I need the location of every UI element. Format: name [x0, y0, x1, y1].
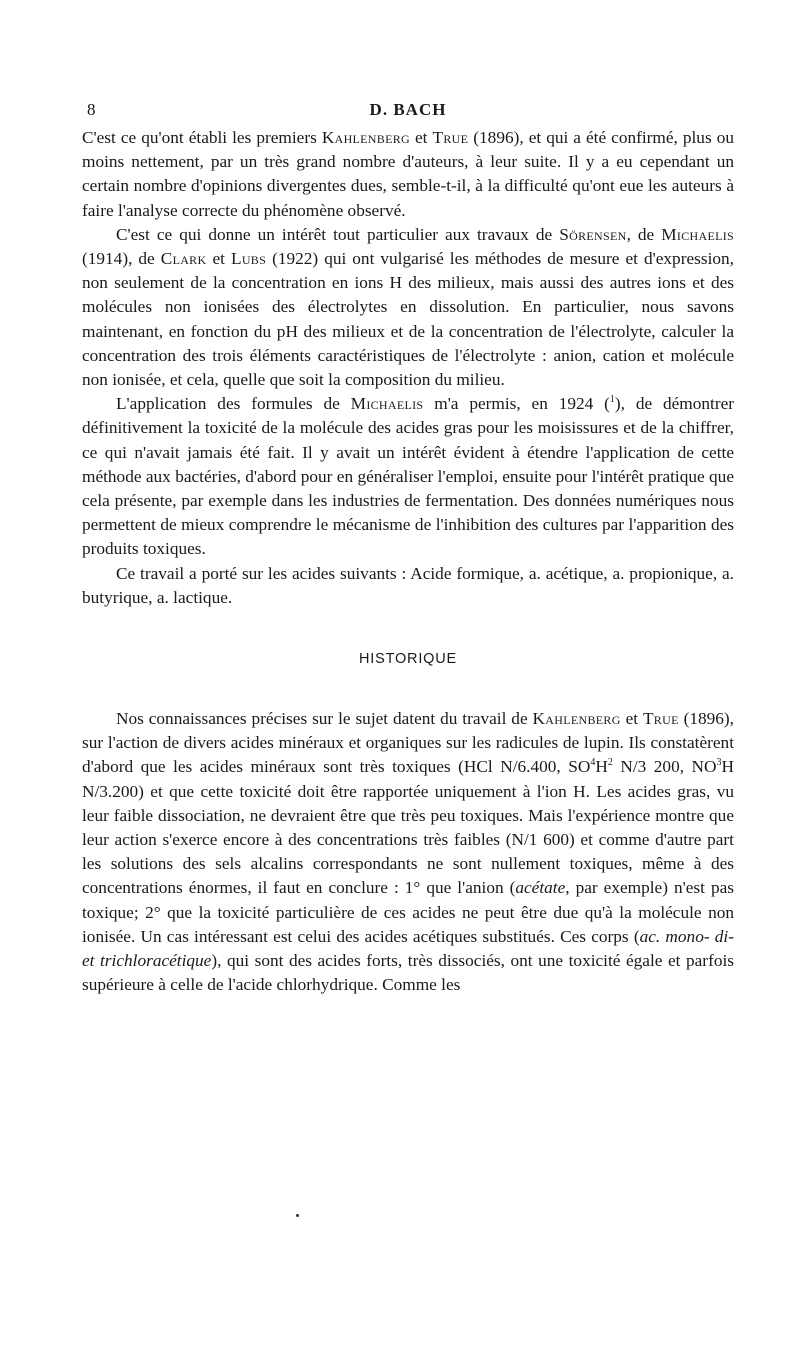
text-run: et — [206, 249, 231, 269]
text-run: , de — [626, 224, 662, 244]
text-run: C'est ce qu'ont établi les premiers — [82, 128, 322, 147]
text-run: H N/3.200) et que cette toxicité doit être rapportée uniquement à l'ion H. Les acides gras, vu leur faible dissociation, ne devraient être que très peu toxiques. Mais l'expérience montre que leur action s'exerce encore à des concentrations très faibles (N/1 600) et comme d'autre part les solutions des sels alcalins correspondants ne sont nullement toxiques, même à des concentrations énormes, il faut en conclure : 1° que l'anion ( — [82, 757, 734, 898]
paragraph — [82, 707, 734, 997]
text-run: Nos connaissances précises sur le sujet datent du travail de — [116, 709, 533, 729]
text-run: (1896), et qui a été confirmé, plus ou moins nettement, par un très grand nombre d'auteurs, à leur suite. Il y a eu cependant un certain nombre d'opinions divergentes dues, semble-t-il, à la difficulté qu'ont eue les auteurs à faire l'analyse correcte du phénomène observé. — [82, 128, 734, 220]
text-run: C'est ce qui donne un intérêt tout particulier aux travaux de — [116, 224, 560, 244]
italic-term: acétate — [515, 878, 566, 898]
text-run: m'a permis, en 1924 ( — [423, 394, 610, 414]
text-run: L'application des formules de — [116, 394, 351, 414]
section-heading: HISTORIQUE — [359, 651, 457, 668]
superscript: 2 — [607, 757, 613, 769]
superscript: 3 — [716, 757, 722, 769]
page-number: 8 — [87, 100, 96, 119]
historique-text — [82, 707, 734, 997]
author-name: Michaelis — [350, 394, 424, 414]
paragraph — [82, 562, 734, 610]
author-name: Clark — [160, 249, 207, 269]
italic-term: ac. mono- di- et trichloracétique — [82, 926, 734, 971]
text-run: (1922) qui ont vulgarisé les méthodes de mesure et d'expression, non seulement de la concentration en ions H des milieux, mais aussi des autres ions et des molécules non ionisées des électrolytes en dissolution. En particulier, nous savons maintenant, en fonction du pH des milieux et de la concentration de l'électrolyte, calculer la concentration des trois éléments caractéristiques de l'électrolyte : anion, cation et molécule non ionisée, et cela, quelle que soit la composition du milieu. — [82, 249, 734, 390]
text-run: ), de démontrer définitivement la toxicité de la molécule des acides gras pour les moisissures et de la chiffrer, ce qui n'avait jamais été fait. Il y avait un intérêt évident à étendre l'application de cette méthode aux bactéries, d'abord pour en généraliser l'emploi, ensuite pour l'intérêt pratique que cela présente, par exemple dans les industries de fermentation. Des données numériques nous permettent de mieux comprendre le mécanisme de l'inhibition des cultures par l'apparition des produits toxiques. — [82, 394, 735, 559]
paragraph — [82, 392, 734, 561]
author-name: True — [642, 709, 679, 729]
running-head — [82, 96, 734, 126]
text-run: ), qui sont des acides forts, très dissociés, ont une toxicité égale et parfois supérieure à celle de l'acide chlorhydrique. Comme les — [82, 951, 734, 995]
author-name: True — [432, 128, 469, 147]
author-name: Lubs — [230, 249, 267, 269]
paragraph — [82, 126, 734, 223]
text-run: , par exemple) n'est pas toxique; 2° que la toxicité particulière de ces acides ne peut être due qu'à la molécule non ionisée. Un cas intéressant est celui des acides acétiques substitués. Ces corps ( — [82, 878, 734, 946]
running-title: D. BACH — [369, 100, 447, 119]
text-run: et — [620, 709, 643, 729]
author-name: Kahlenberg — [532, 709, 621, 729]
text-run: H — [595, 757, 608, 777]
author-name: Michaelis — [661, 224, 734, 244]
superscript: 4 — [590, 757, 596, 769]
text-run: N/3 200, NO — [612, 757, 717, 777]
paragraph — [82, 223, 734, 392]
author-name: Sörensen — [559, 224, 627, 244]
text-run: (1914), de — [82, 249, 161, 269]
text-run: Ce travail a porté sur les acides suivants : Acide formique, a. acétique, a. propionique, a. butyrique, a. lactique. — [82, 563, 734, 607]
decorative-dot — [296, 1214, 299, 1217]
text-run: (1896), sur l'action de divers acides minéraux et organiques sur les radicules de lupin. Ils constatèrent d'abord que les acides minéraux sont très toxiques (HCl N/6.400, SO — [82, 709, 734, 777]
intro-text — [82, 126, 734, 610]
text-run: et — [409, 128, 433, 147]
author-name: Kahlenberg — [321, 128, 410, 147]
page-body — [82, 96, 734, 998]
superscript: 1 — [609, 394, 615, 406]
